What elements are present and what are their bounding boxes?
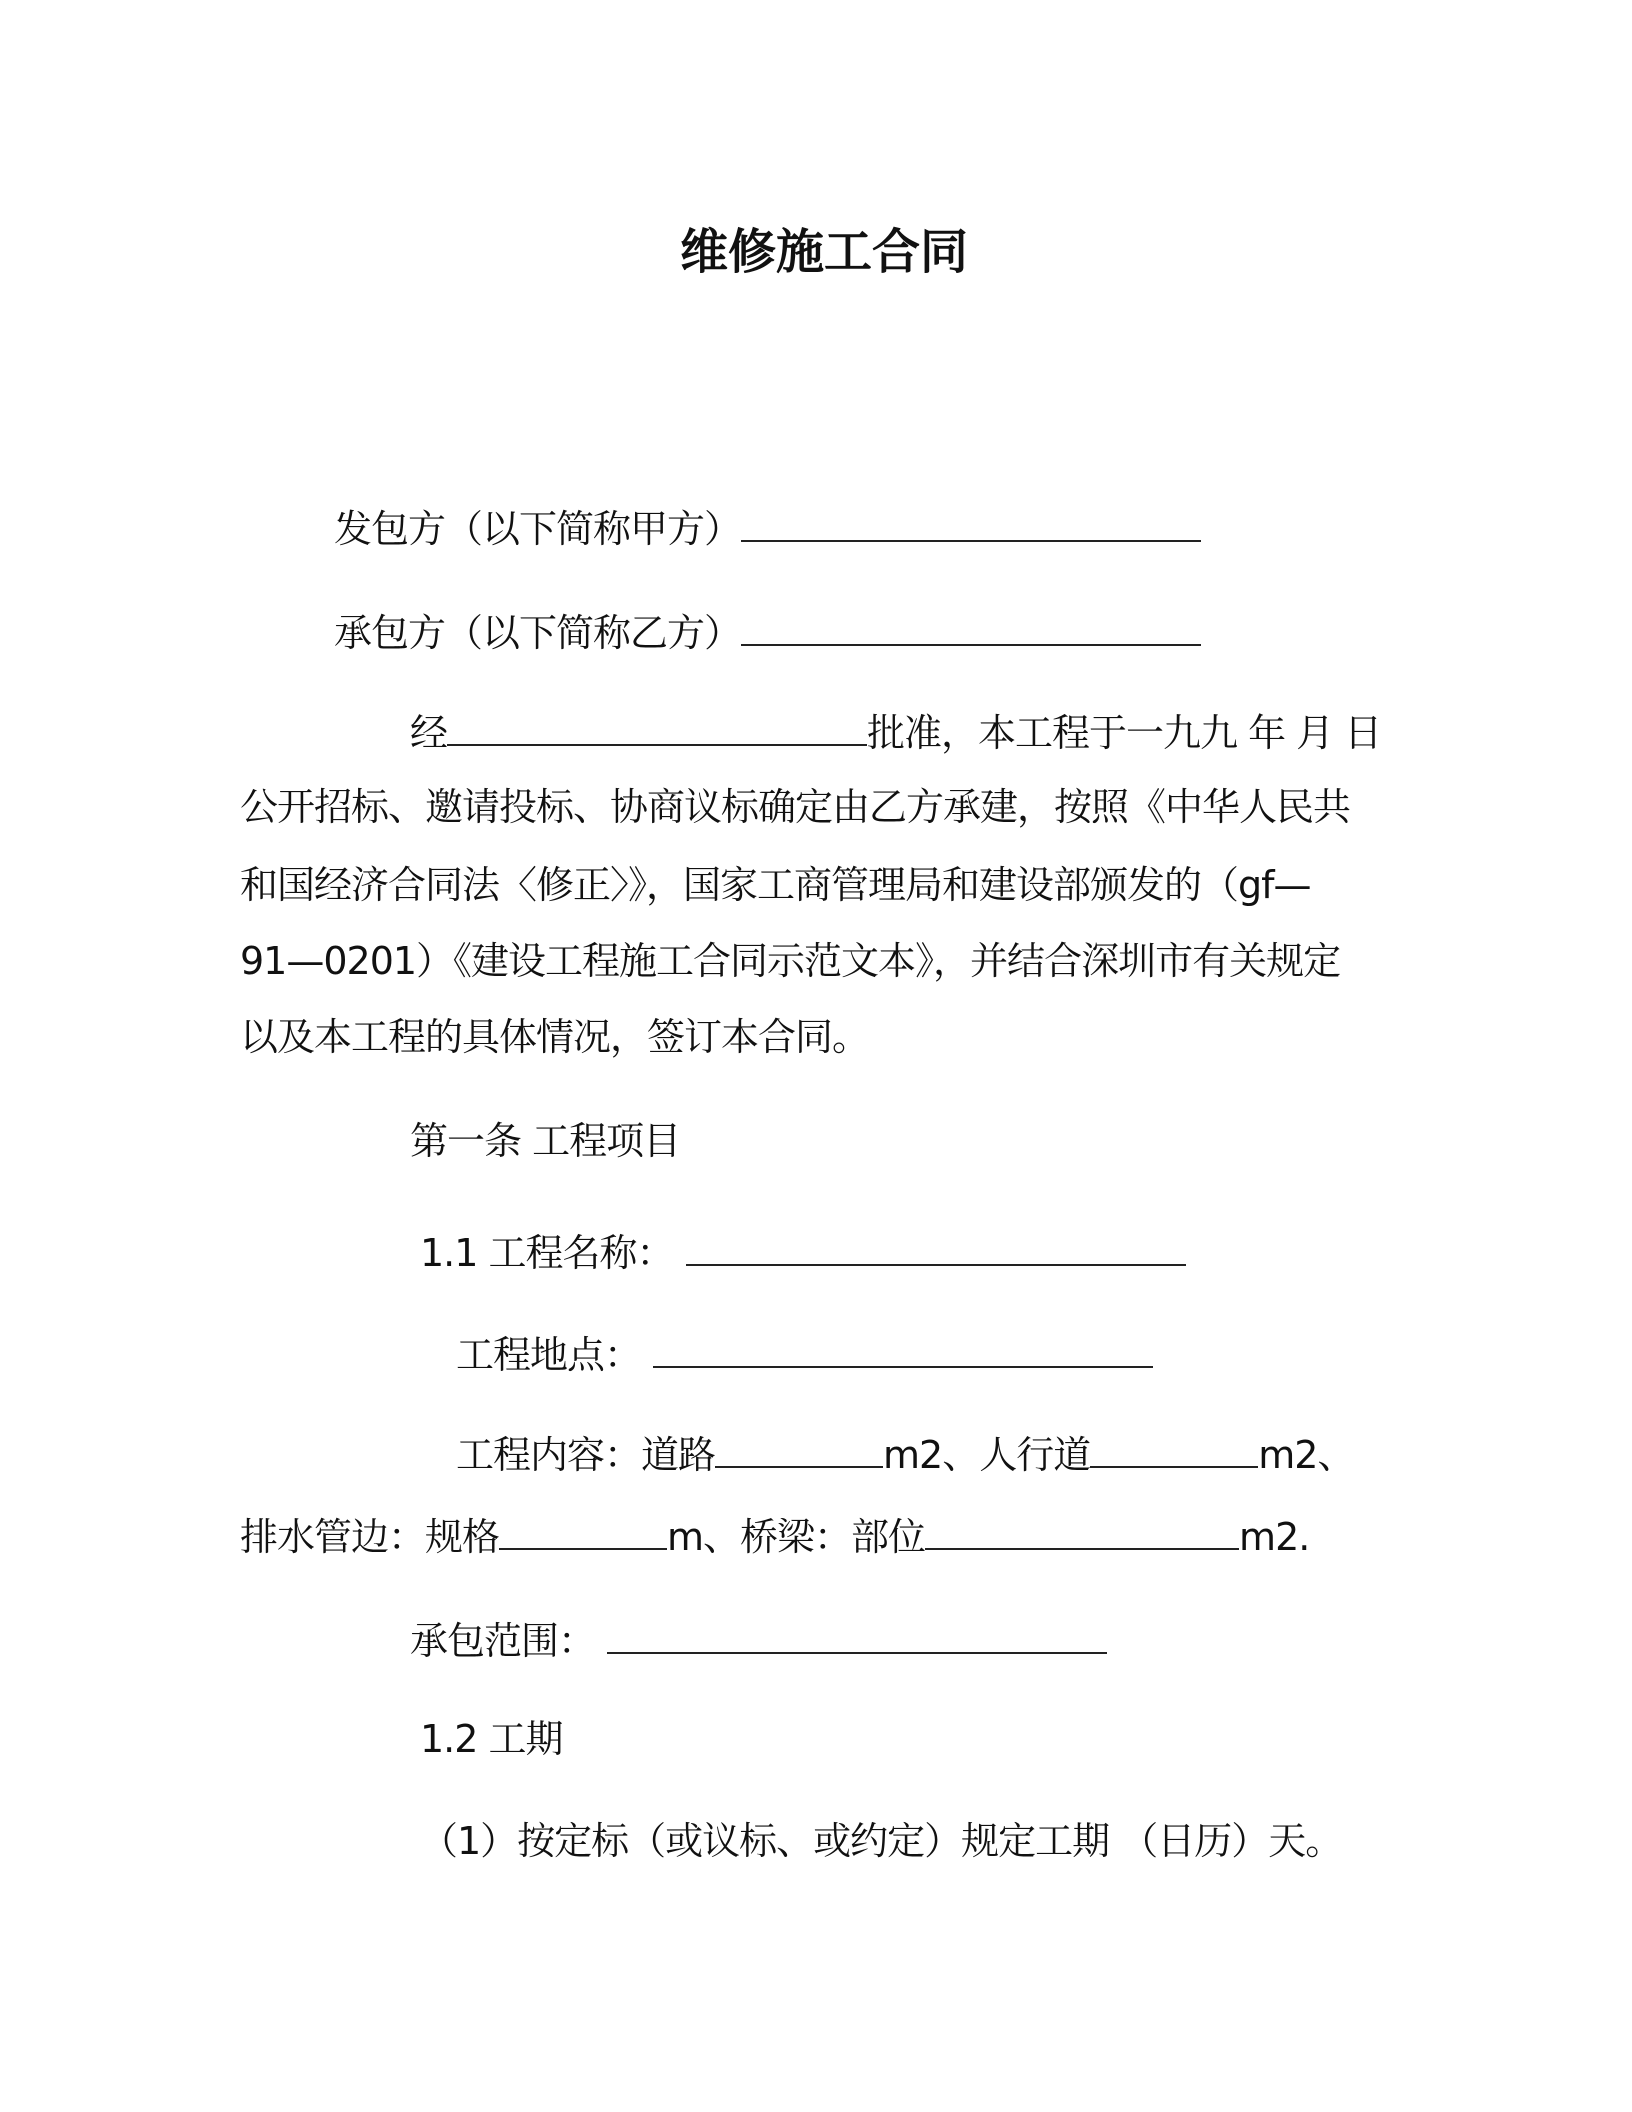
sidewalk-label: m2、人行道 (883, 1433, 1091, 1477)
party-a-label: 发包方（以下简称甲方） (334, 507, 742, 551)
intro-line-2: 公开招标、邀请投标、协商议标确定由乙方承建，按照《中华人民共 (240, 785, 1351, 829)
scope-blank[interactable] (607, 1620, 1107, 1654)
drain-label: 排水管边：规格 (240, 1515, 500, 1559)
intro-line-5: 以及本工程的具体情况，签订本合同。 (240, 1015, 870, 1059)
party-b-label: 承包方（以下简称乙方） (334, 611, 742, 655)
road-area-blank[interactable] (715, 1434, 883, 1468)
project-name-label: 1.1 工程名称： (420, 1231, 674, 1275)
project-site-label: 工程地点： (456, 1333, 642, 1377)
content-m2-unit: m2、 (1258, 1433, 1355, 1477)
project-name-line (420, 1231, 1186, 1275)
intro-line-1 (410, 711, 1382, 755)
intro-line-4: 91—0201）《建设工程施工合同示范文本》，并结合深圳市有关规定 (240, 939, 1341, 983)
scope-line (410, 1619, 1107, 1663)
drain-spec-blank[interactable] (499, 1516, 667, 1550)
party-b-line (334, 611, 1201, 655)
intro-line-3: 和国经济合同法〈修正〉》，国家工商管理局和建设部颁发的（gf— (240, 863, 1311, 907)
content-line-2 (240, 1515, 1310, 1559)
bridge-label: m、桥梁：部位 (667, 1515, 926, 1559)
scope-label: 承包范围： (410, 1619, 596, 1663)
section-1-2-heading: 1.2 工期 (420, 1717, 563, 1761)
intro-start: 经 (410, 711, 448, 755)
page-title: 维修施工合同 (680, 224, 969, 280)
content-label: 工程内容：道路 (456, 1433, 716, 1477)
party-a-blank[interactable] (741, 508, 1201, 542)
bridge-location-blank[interactable] (925, 1516, 1239, 1550)
bridge-unit: m2. (1239, 1515, 1310, 1559)
sidewalk-area-blank[interactable] (1090, 1434, 1258, 1468)
intro-end: 批准，本工程于一九九 年 月 日 (867, 711, 1382, 755)
project-site-blank[interactable] (653, 1334, 1153, 1368)
approval-blank[interactable] (447, 712, 867, 746)
party-a-line (334, 507, 1201, 551)
party-b-blank[interactable] (741, 612, 1201, 646)
article1-heading: 第一条 工程项目 (410, 1119, 681, 1163)
content-line-1 (456, 1433, 1355, 1477)
project-site-line (456, 1333, 1153, 1377)
project-name-blank[interactable] (686, 1232, 1186, 1266)
duration-item-1: （1）按定标（或议标、或约定）规定工期 （日历）天。 (420, 1819, 1343, 1863)
